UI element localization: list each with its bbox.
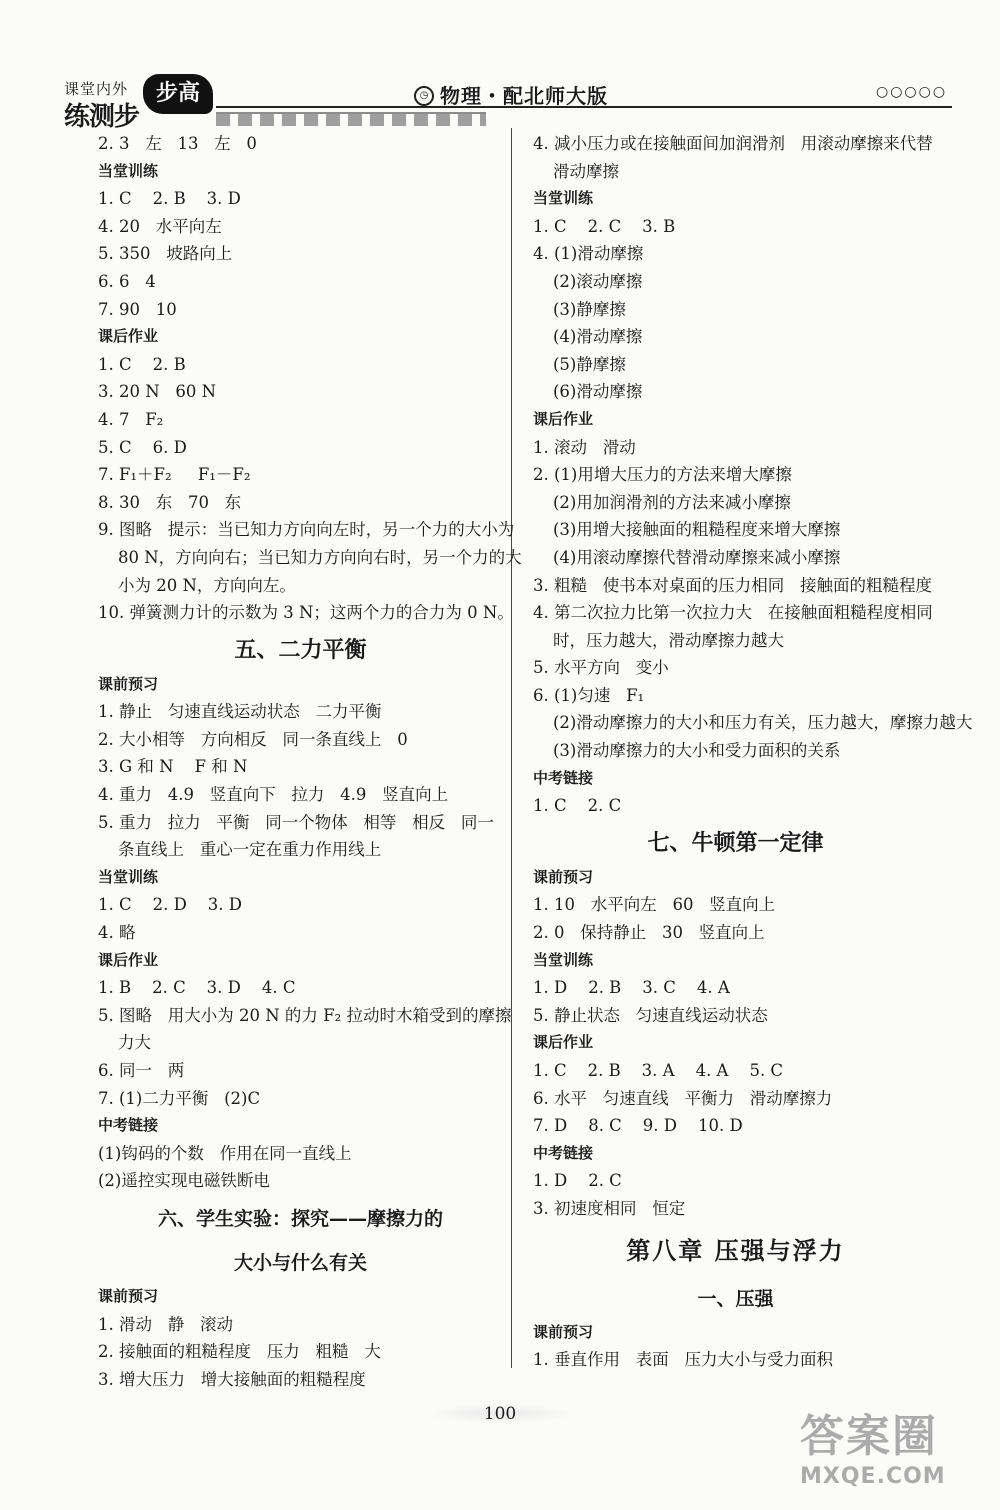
answer-line: 2. 大小相等 方向相反 同一条直线上 0 (98, 729, 408, 749)
answer-line: 滑动摩擦 (553, 161, 619, 181)
page-number: 100 (424, 1404, 576, 1424)
section-label: 课后作业 (533, 409, 594, 428)
answer-line: 6. 6 4 (98, 271, 156, 291)
section-label: 课前预习 (533, 1322, 594, 1341)
answer-line: (1)钩码的个数 作用在同一直线上 (98, 1143, 352, 1163)
logo-title: 练测步 (64, 102, 140, 132)
lesson-heading: 大小与什么有关 (233, 1251, 367, 1274)
watermark (800, 1400, 970, 1500)
section-label: 中考链接 (533, 1143, 594, 1162)
section-label: 当堂训练 (533, 950, 594, 969)
answer-line: (4)滑动摩擦 (553, 327, 643, 347)
section-label: 课后作业 (98, 327, 159, 346)
section-label: 课后作业 (98, 950, 159, 969)
answer-line: 4. (1)滑动摩擦 (533, 244, 644, 264)
answer-line: 8. 30 东 70 东 (98, 492, 242, 512)
left-column (98, 130, 522, 1393)
logo-subtitle: 课堂内外 (64, 80, 129, 98)
answer-line: (2)遥控实现电磁铁断电 (98, 1171, 270, 1191)
answer-line: 1. 静止 匀速直线运动状态 二力平衡 (98, 702, 382, 722)
answer-line: (6)滑动摩擦 (553, 382, 643, 402)
answer-line: 3. G 和 N F 和 N (98, 757, 248, 777)
clock-icon: ◷ (414, 86, 434, 106)
watermark-url: MXQE.COM (800, 1464, 946, 1489)
answer-line: 3. 增大压力 增大接触面的粗糙程度 (98, 1369, 366, 1389)
answer-line: 1. C 2. D 3. D (98, 895, 243, 915)
answer-line: 4. 20 水平向左 (98, 216, 222, 236)
answer-line: 5. 重力 拉力 平衡 同一个物体 相等 相反 同一 (98, 812, 494, 832)
section-label: 当堂训练 (533, 189, 594, 208)
answer-line: 小为 20 N，方向向左。 (118, 575, 296, 595)
answer-line: 4. 第二次拉力比第一次拉力大 在接触面粗糙程度相同 (533, 603, 933, 623)
answer-line: 条直线上 重心一定在重力作用线上 (118, 840, 382, 860)
answer-line: (2)滑动摩擦力的大小和压力有关，压力越大，摩擦力越大 (553, 713, 973, 733)
answer-line: 10. 弹簧测力计的示数为 3 N；这两个力的合力为 0 N。 (98, 603, 514, 623)
answer-line: (4)用滚动摩擦代替滑动摩擦来减小摩擦 (553, 547, 841, 567)
lesson-heading: 五、二力平衡 (234, 637, 367, 663)
page-header (0, 0, 1000, 130)
answer-line: 6. 水平 匀速直线 平衡力 滑动摩擦力 (533, 1088, 833, 1108)
answer-line: 5. C 6. D (98, 437, 187, 457)
section-label: 课后作业 (533, 1033, 594, 1052)
section-label: 当堂训练 (98, 161, 159, 180)
answer-line: 4. 重力 4.9 竖直向下 拉力 4.9 竖直向上 (98, 785, 449, 805)
header-rule (216, 106, 952, 108)
answer-line: (3)用增大接触面的粗糙程度来增大摩擦 (553, 520, 841, 540)
answer-line: 7. 90 10 (98, 299, 177, 319)
answer-line: 5. 350 坡路向上 (98, 244, 233, 264)
answer-line: 3. 初速度相同 恒定 (533, 1198, 686, 1218)
answer-line: 6. 同一 两 (98, 1061, 185, 1080)
section-label: 课前预习 (98, 1286, 159, 1305)
answer-line: 1. D 2. B 3. C 4. A (533, 978, 730, 998)
answer-line: 1. 滑动 静 滚动 (98, 1314, 233, 1334)
answer-line: 6. (1)匀速 F₁ (533, 685, 645, 705)
answer-line: (2)滚动摩擦 (553, 271, 643, 291)
answer-line: 1. C 2. B 3. D (98, 189, 241, 209)
section-label: 课前预习 (98, 674, 159, 693)
answer-line: (3)静摩擦 (553, 299, 626, 319)
header-dots: ○○○○○ (876, 84, 948, 100)
answer-line: 4. 略 (98, 923, 136, 943)
section-label: 中考链接 (533, 768, 594, 787)
answer-line: 3. 20 N 60 N (98, 382, 217, 402)
answer-line: 2. (1)用增大压力的方法来增大摩擦 (533, 465, 792, 485)
lesson-heading: 六、学生实验：探究——摩擦力的 (157, 1207, 443, 1230)
answer-line: 2. 3 左 13 左 0 (98, 134, 257, 153)
answer-line: 1. D 2. C (533, 1171, 622, 1191)
answer-line: 1. 垂直作用 表面 压力大小与受力面积 (533, 1350, 833, 1370)
answer-line: 80 N，方向向右；当已知力方向向右时，另一个力的大 (118, 547, 522, 567)
logo-decoration (216, 112, 486, 126)
answer-line: 2. 0 保持静止 30 竖直向上 (533, 923, 765, 943)
answer-line: 5. 静止状态 匀速直线运动状态 (533, 1005, 768, 1025)
logo-mark: 步高 (143, 74, 213, 114)
answer-line: 9. 图略 提示：当已知力方向向左时，另一个力的大小为 (98, 520, 515, 540)
answer-line: 2. 接触面的粗糙程度 压力 粗糙 大 (98, 1342, 381, 1362)
answer-line: 4. 减小压力或在接触面间加润滑剂 用滚动摩擦来代替 (533, 134, 933, 153)
answer-line: 7. F₁＋F₂ F₁－F₂ (98, 465, 251, 485)
answer-line: 7. (1)二力平衡 (2)C (98, 1088, 261, 1108)
subject-title: 物理・配北师大版 (440, 84, 608, 108)
answer-line: 1. 10 水平向左 60 竖直向上 (533, 895, 776, 915)
answer-line: 时，压力越大，滑动摩擦力越大 (553, 630, 784, 650)
answer-line: 5. 图略 用大小为 20 N 的力 F₂ 拉动时木箱受到的摩擦 (98, 1005, 512, 1025)
answer-line: 1. C 2. C 3. B (533, 216, 676, 236)
column-divider (511, 128, 512, 1368)
watermark-title: 答案圈 (800, 1411, 938, 1462)
answer-line: 1. B 2. C 3. D 4. C (98, 978, 296, 998)
chapter-heading: 第八章 压强与浮力 (626, 1236, 845, 1265)
right-column (533, 130, 973, 1374)
answer-line: 1. C 2. B (98, 354, 186, 374)
answer-line: (2)用加润滑剂的方法来减小摩擦 (553, 492, 791, 512)
answer-line: 4. 7 F₂ (98, 409, 164, 429)
answer-line: (3)滑动摩擦力的大小和受力面积的关系 (553, 741, 841, 761)
answer-line: 1. 滚动 滑动 (533, 437, 636, 457)
section-label: 当堂训练 (98, 867, 159, 886)
section-label: 中考链接 (98, 1116, 159, 1135)
answer-line: 7. D 8. C 9. D 10. D (533, 1116, 743, 1136)
answer-line: 1. C 2. C (533, 796, 622, 816)
answer-line: 3. 粗糙 使书本对桌面的压力相同 接触面的粗糙程度 (533, 575, 932, 595)
answer-line: 力大 (118, 1033, 151, 1053)
section-label: 课前预习 (533, 867, 594, 886)
lesson-heading: 一、压强 (697, 1287, 774, 1310)
answer-line: (5)静摩擦 (553, 354, 626, 374)
answer-line: 5. 水平方向 变小 (533, 658, 669, 678)
lesson-heading: 七、牛顿第一定律 (647, 830, 824, 856)
answer-line: 1. C 2. B 3. A 4. A 5. C (533, 1061, 784, 1080)
